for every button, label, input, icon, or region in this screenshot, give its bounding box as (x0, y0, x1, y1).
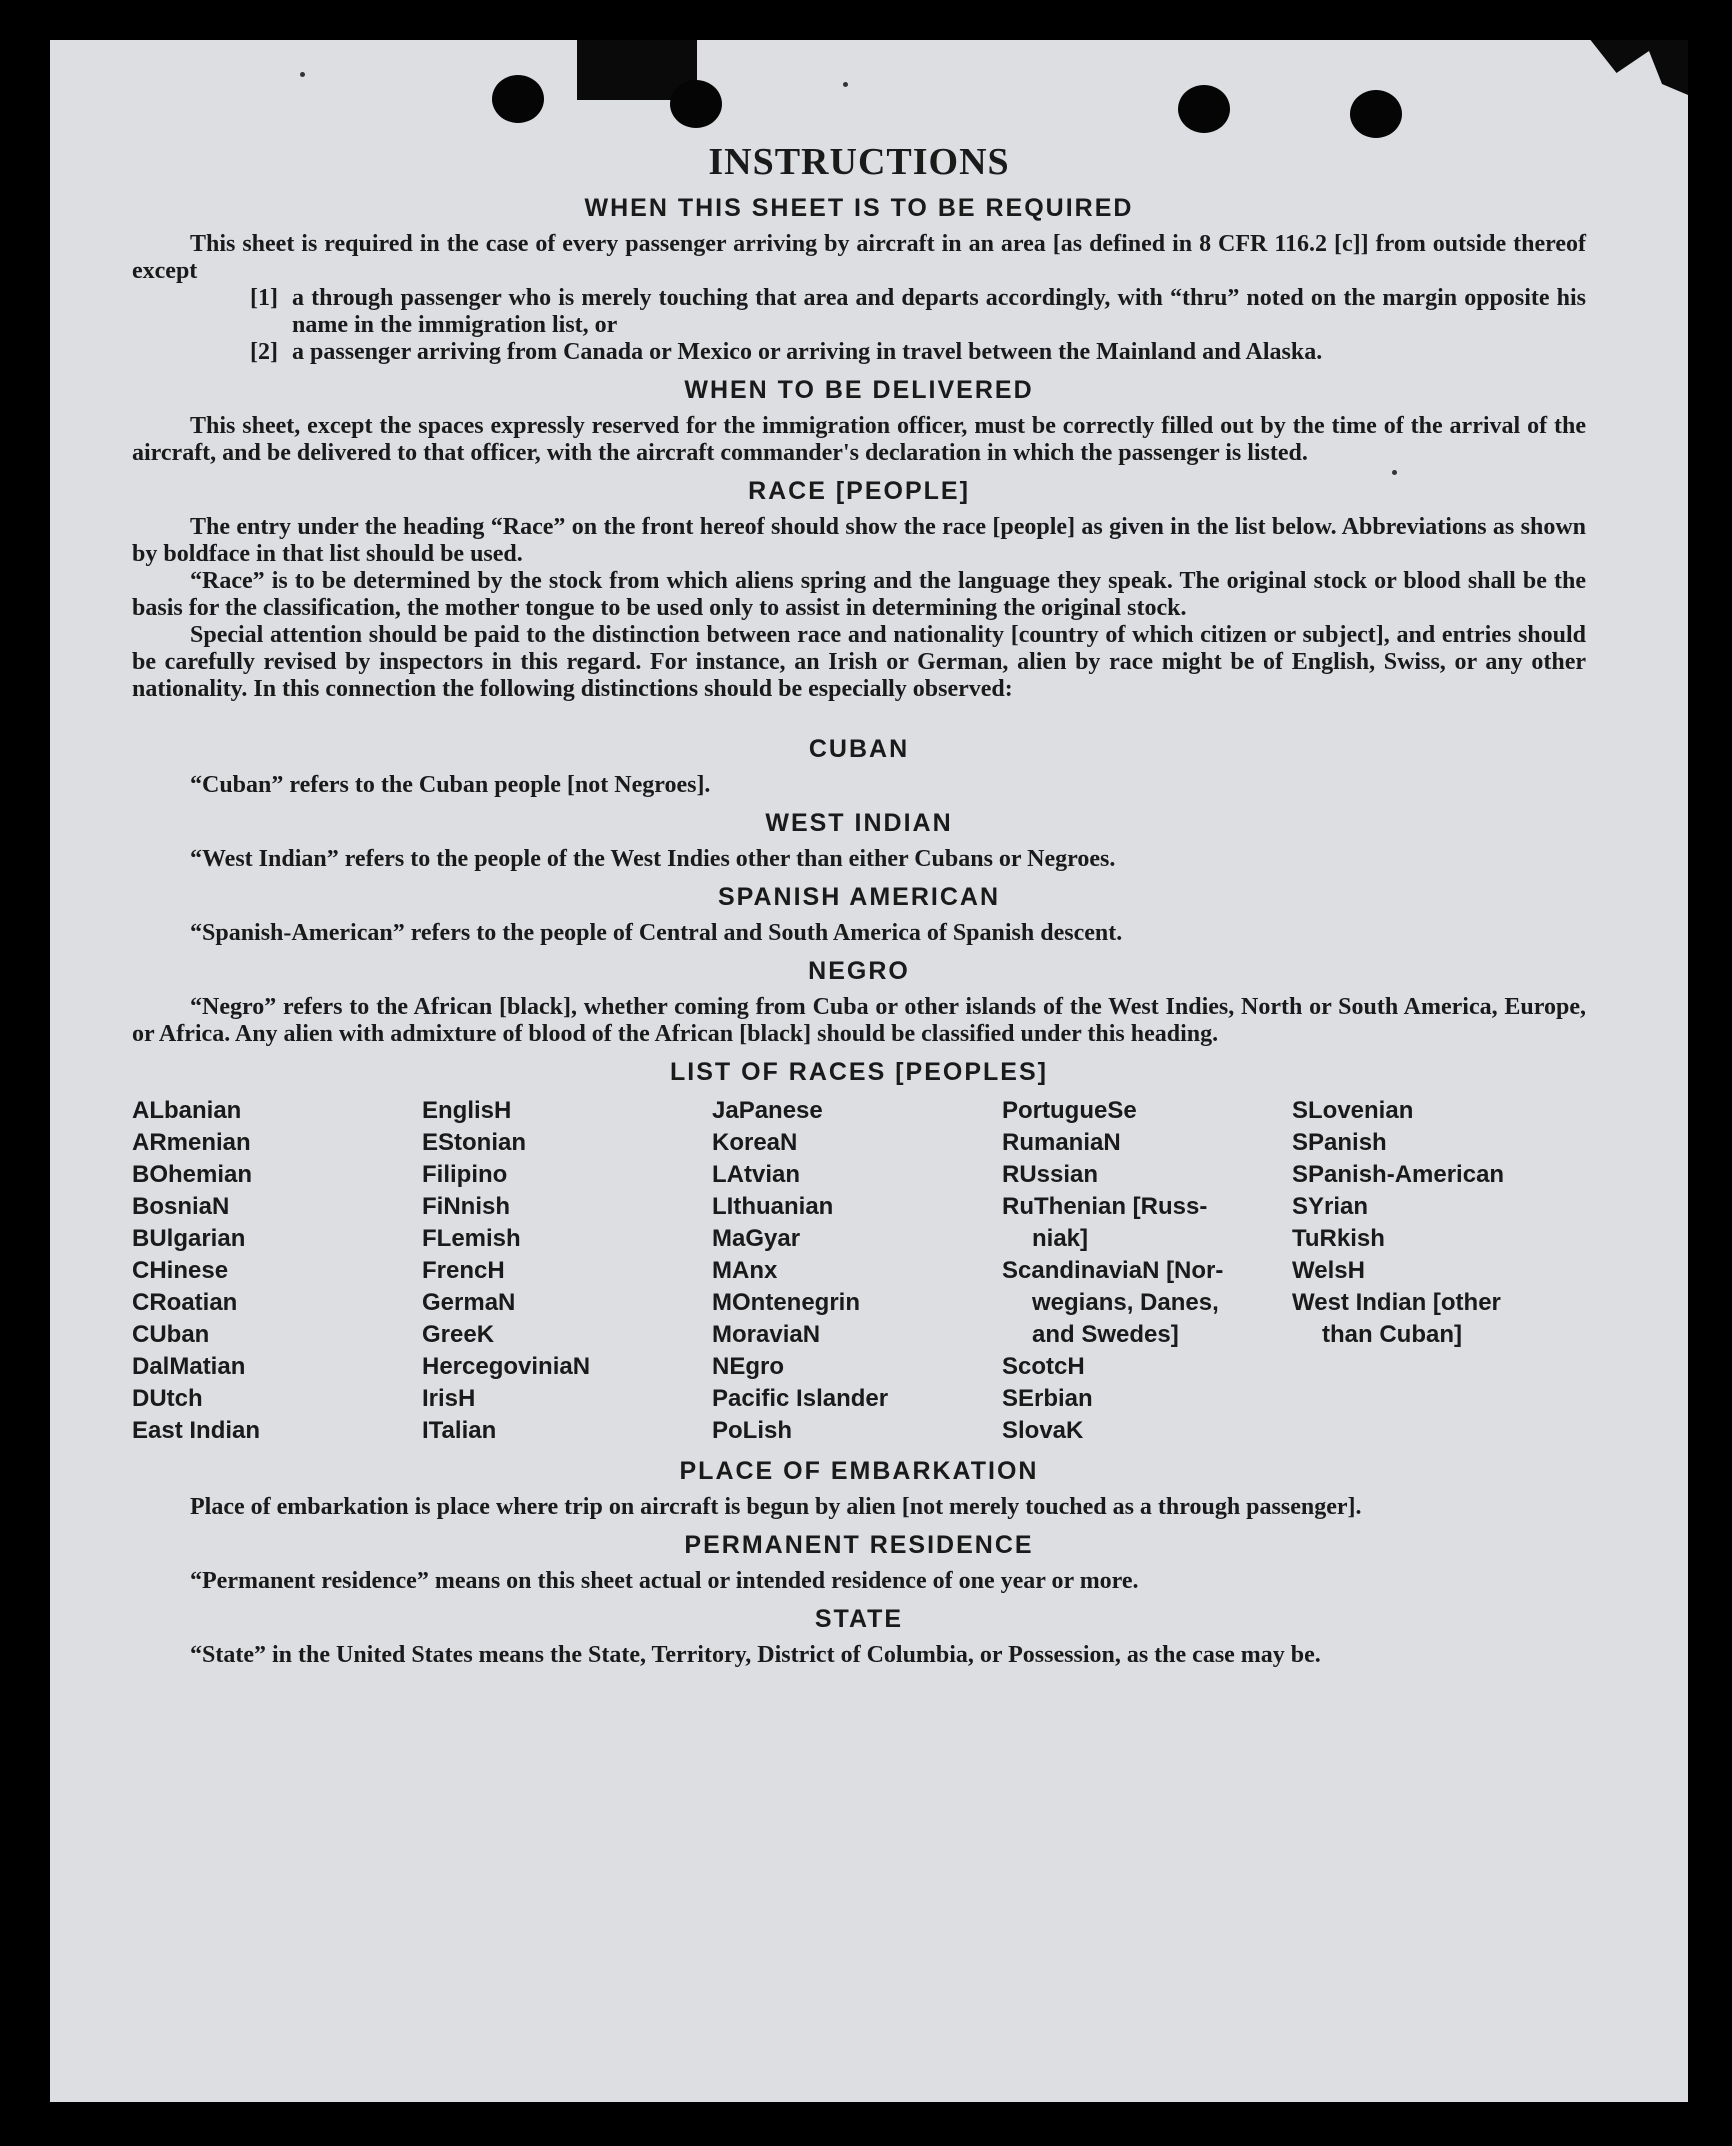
race-entry: ScotcH (1002, 1353, 1085, 1380)
races-column (422, 1095, 712, 1447)
race-entry: DUtch (132, 1385, 203, 1412)
race-entry: LAtvian (712, 1161, 801, 1188)
races-column (712, 1095, 1002, 1447)
race-entry: and Swedes] (1032, 1321, 1179, 1348)
race-entry: PortugueSe (1002, 1097, 1137, 1124)
race-entry: East Indian (132, 1417, 261, 1444)
race-entry: ITalian (422, 1417, 497, 1444)
section-heading: NEGRO (808, 957, 910, 985)
document-page (50, 40, 1688, 2102)
section-heading: LIST OF RACES [PEOPLES] (670, 1058, 1048, 1086)
section-heading: PLACE OF EMBARKATION (679, 1457, 1039, 1485)
race-entry: ScandinaviaN [Nor- (1002, 1257, 1224, 1284)
races-column (1002, 1095, 1292, 1447)
paragraph: “State” in the United States means the State, Territory, District of Columbia, or Possession, as the case may be. (190, 1642, 1321, 1668)
punch-hole (1350, 90, 1402, 138)
speck (843, 82, 848, 87)
paragraph: The entry under the heading “Race” on the front hereof should show the race [people] as given in the list below. Abbreviations as shown by boldface in that list should be used. (132, 514, 1586, 567)
section-heading: RACE [PEOPLE] (748, 477, 970, 505)
race-entry: West Indian [other (1292, 1289, 1501, 1316)
paragraph: “Race” is to be determined by the stock from which aliens spring and the language they speak. The original stock or blood shall be the basis for the classification, the mother tongue to be used only to assist in determining the original stock. (132, 568, 1586, 621)
paper-corner (1558, 40, 1688, 95)
punch-hole (492, 75, 544, 123)
race-entry: SlovaK (1002, 1417, 1084, 1444)
race-entry: SLovenian (1292, 1097, 1414, 1124)
race-entry: HercegoviniaN (422, 1353, 591, 1380)
speck (300, 72, 305, 77)
race-entry: DalMatian (132, 1353, 246, 1380)
race-entry: WelsH (1292, 1257, 1365, 1284)
race-entry: SPanish-American (1292, 1161, 1505, 1188)
race-entry: Pacific Islander (712, 1385, 889, 1412)
race-entry: KoreaN (712, 1129, 798, 1156)
race-entry: than Cuban] (1322, 1321, 1462, 1348)
punch-hole (1178, 85, 1230, 133)
race-entry: ALbanian (132, 1097, 242, 1124)
race-entry: BUlgarian (132, 1225, 246, 1252)
section-heading: WHEN THIS SHEET IS TO BE REQUIRED (584, 194, 1134, 222)
race-entry: FLemish (422, 1225, 521, 1252)
races-column (1292, 1095, 1582, 1447)
list-item (250, 339, 1586, 366)
race-entry: RumaniaN (1002, 1129, 1121, 1156)
race-entry: CHinese (132, 1257, 229, 1284)
paragraph: “Negro” refers to the African [black], whether coming from Cuba or other islands of the West Indies, North or South America, Europe, or Africa. Any alien with admixture of blood of the African [black] should be classified under this heading. (132, 994, 1586, 1047)
race-entry: MaGyar (712, 1225, 801, 1252)
race-entry: SPanish (1292, 1129, 1387, 1156)
list-item-text: a through passenger who is merely touching that area and departs accordingly, with “thru” noted on the margin opposite his name in the immigration list, or (292, 285, 1586, 338)
race-entry: SErbian (1002, 1385, 1093, 1412)
races-column (132, 1095, 422, 1447)
paragraph: This sheet, except the spaces expressly reserved for the immigration officer, must be correctly filled out by the time of the arrival of the aircraft, and be delivered to that officer, with the aircraft commander's declaration in which the passenger is listed. (132, 413, 1586, 466)
race-entry: Filipino (422, 1161, 508, 1188)
punch-hole (670, 80, 722, 128)
race-entry: GermaN (422, 1289, 516, 1316)
race-entry: ARmenian (132, 1129, 251, 1156)
section-heading: PERMANENT RESIDENCE (684, 1531, 1034, 1559)
race-entry: MOntenegrin (712, 1289, 860, 1316)
race-entry: BosniaN (132, 1193, 230, 1220)
race-entry: EnglisH (422, 1097, 512, 1124)
paragraph: This sheet is required in the case of every passenger arriving by aircraft in an area [as defined in 8 CFR 116.2 [c]] from outside thereof except (132, 231, 1586, 284)
section-heading: WEST INDIAN (765, 809, 953, 837)
page-title: INSTRUCTIONS (708, 141, 1010, 183)
race-entry: SYrian (1292, 1193, 1369, 1220)
section-heading: WHEN TO BE DELIVERED (684, 376, 1034, 404)
race-entry: niak] (1032, 1225, 1089, 1252)
race-entry: CRoatian (132, 1289, 238, 1316)
race-entry: MAnx (712, 1257, 778, 1284)
race-entry: EStonian (422, 1129, 527, 1156)
section-heading: SPANISH AMERICAN (717, 883, 1000, 911)
paragraph: “Permanent residence” means on this sheet actual or intended residence of one year or more. (190, 1568, 1139, 1594)
list-item-text: a passenger arriving from Canada or Mexico or arriving in travel between the Mainland and Alaska. (292, 339, 1323, 365)
race-entry: PoLish (712, 1417, 793, 1444)
race-entry: TuRkish (1292, 1225, 1385, 1252)
section-heading: CUBAN (808, 735, 910, 763)
race-entry: wegians, Danes, (1032, 1289, 1219, 1316)
race-entry: NEgro (712, 1353, 784, 1380)
races-list (132, 1095, 1586, 1447)
paragraph: Place of embarkation is place where trip on aircraft is begun by alien [not merely touched as a through passenger]. (190, 1494, 1362, 1520)
list-item-number: [2] (250, 339, 278, 365)
race-entry: RuThenian [Russ- (1002, 1193, 1208, 1220)
section-heading: STATE (814, 1605, 904, 1633)
list-item-number: [1] (250, 285, 278, 311)
race-entry: IrisH (422, 1385, 476, 1412)
race-entry: FrencH (422, 1257, 505, 1284)
race-entry: GreeK (422, 1321, 495, 1348)
race-entry: CUban (132, 1321, 210, 1348)
race-entry: BOhemian (132, 1161, 253, 1188)
paragraph: Special attention should be paid to the distinction between race and nationality [country of which citizen or subject], and entries should be carefully revised by inspectors in this regard. For instance, an Irish or German, alien by race might be of English, Swiss, or any other nationality. In this connection the following distinctions should be especially observed: (132, 622, 1586, 702)
race-entry: FiNnish (422, 1193, 510, 1220)
paragraph: “Cuban” refers to the Cuban people [not Negroes]. (190, 772, 711, 798)
paragraph: “West Indian” refers to the people of the West Indies other than either Cubans or Negroes. (190, 846, 1116, 872)
race-entry: MoraviaN (712, 1321, 821, 1348)
paragraph: “Spanish-American” refers to the people of Central and South America of Spanish descent. (190, 920, 1123, 946)
race-entry: JaPanese (712, 1097, 823, 1124)
race-entry: RUssian (1002, 1161, 1099, 1188)
list-item (250, 285, 1586, 339)
race-entry: LIthuanian (712, 1193, 834, 1220)
